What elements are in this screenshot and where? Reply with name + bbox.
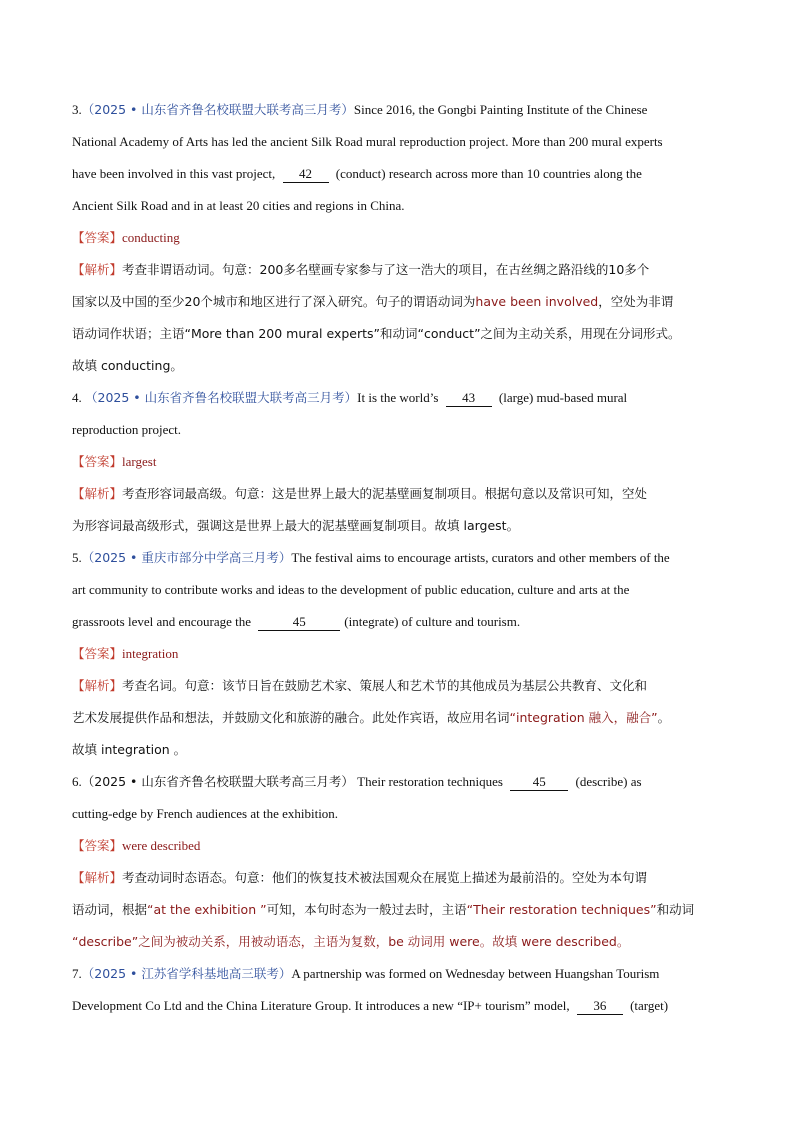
- q7-source: （2025 • 江苏省学科基地高三联考）: [81, 966, 292, 981]
- q3-analysis-2: [72, 286, 727, 318]
- q6-number: 6.: [72, 774, 82, 789]
- analysis-text: 故填 conducting。: [72, 358, 183, 373]
- q5-line-2: [72, 574, 727, 606]
- q6-text-1b: (describe) as: [575, 774, 642, 789]
- q3-answer: [72, 222, 727, 254]
- q7-line-1: [72, 958, 727, 990]
- analysis-text: 故填 integration 。: [72, 742, 187, 757]
- q5-text-1: The festival aims to encourage artists, curators and other members of the: [291, 550, 670, 565]
- q4-blank: 43: [446, 390, 492, 407]
- q4-line-2: [72, 414, 727, 446]
- analysis-highlight: have been involved: [475, 294, 599, 309]
- q5-text-2: art community to contribute works and ideas to the development of public education, culture and arts at the: [72, 582, 630, 597]
- q4-answer: [72, 446, 727, 478]
- q4-analysis-2: [72, 510, 727, 542]
- answer-tag: 【答案】: [72, 838, 123, 853]
- analysis-text: 可知，本句时态为一般过去时，主语: [266, 902, 467, 917]
- q5-analysis-2: [72, 702, 727, 734]
- document-page: [72, 94, 727, 1022]
- analysis-tag: 【解析】: [72, 678, 123, 693]
- q6-line-1: [72, 766, 727, 798]
- analysis-text: ，空处为非谓: [598, 294, 674, 309]
- q6-text-2: cutting-edge by French audiences at the exhibition.: [72, 806, 339, 821]
- q3-number: 3.: [72, 102, 82, 117]
- q5-text-3a: grassroots level and encourage the: [72, 614, 252, 629]
- q3-line-2: [72, 126, 727, 158]
- q6-analysis-2: [72, 894, 727, 926]
- q5-line-3: [72, 606, 727, 638]
- q4-source: （2025 • 山东省齐鲁名校联盟大联考高三月考）: [85, 390, 358, 405]
- q3-blank: 42: [283, 166, 329, 183]
- q3-analysis-1: [72, 254, 727, 286]
- q3-line-4: [72, 190, 727, 222]
- q6-answer: [72, 830, 727, 862]
- q3-text-3a: have been involved in this vast project,: [72, 166, 276, 181]
- q3-line-3: [72, 158, 727, 190]
- q4-text-1a: It is the world’s: [357, 390, 439, 405]
- analysis-text: 考查形容词最高级。句意：这是世界上最大的泥基壁画复制项目。根据句意以及常识可知，空处: [122, 486, 648, 501]
- analysis-text: 考查非谓语动词。句意：200多名壁画专家参与了这一浩大的项目，在古丝绸之路沿线的10多个: [122, 262, 650, 277]
- q6-blank: 45: [510, 774, 568, 791]
- analysis-text: 考查动词时态语态。句意：他们的恢复技术被法国观众在展览上描述为最前沿的。空处为本句谓: [122, 870, 648, 885]
- analysis-text: 语动词，根据: [72, 902, 148, 917]
- q7-text-1: A partnership was formed on Wednesday between Huangshan Tourism: [291, 966, 660, 981]
- analysis-text: 和动词: [656, 902, 695, 917]
- q3-analysis-3: [72, 318, 727, 350]
- analysis-highlight: “integration 融入，融合”: [509, 710, 658, 725]
- q5-blank: 45: [258, 614, 340, 631]
- analysis-tag: 【解析】: [72, 870, 123, 885]
- analysis-text: 语动词作状语；主语“More than 200 mural experts”和动词“conduct”之间为主动关系，用现在分词形式。: [72, 326, 681, 341]
- analysis-text: 国家以及中国的至少20个城市和地区进行了深入研究。句子的谓语动词为: [72, 294, 476, 309]
- answer-value: conducting: [122, 230, 180, 245]
- q7-blank: 36: [577, 998, 623, 1015]
- q5-analysis-3: [72, 734, 727, 766]
- answer-value: were described: [122, 838, 201, 853]
- answer-tag: 【答案】: [72, 454, 123, 469]
- q5-number: 5.: [72, 550, 82, 565]
- answer-tag: 【答案】: [72, 646, 123, 661]
- q6-analysis-1: [72, 862, 727, 894]
- q4-line-1: [72, 382, 727, 414]
- q4-text-2: reproduction project.: [72, 422, 182, 437]
- q3-text-1: Since 2016, the Gongbi Painting Institute of the Chinese: [353, 102, 648, 117]
- q6-analysis-3: [72, 926, 727, 958]
- answer-tag: 【答案】: [72, 230, 123, 245]
- q7-line-2: [72, 990, 727, 1022]
- analysis-text: 考查名词。句意：该节日旨在鼓励艺术家、策展人和艺术节的其他成员为基层公共教育、文化和: [122, 678, 648, 693]
- analysis-text: 为形容词最高级形式，强调这是世界上最大的泥基壁画复制项目。故填 largest。: [72, 518, 520, 533]
- answer-value: integration: [122, 646, 179, 661]
- q3-text-2: National Academy of Arts has led the ancient Silk Road mural reproduction project. More than 200 mural experts: [72, 134, 663, 149]
- q5-line-1: [72, 542, 727, 574]
- analysis-tag: 【解析】: [72, 486, 123, 501]
- analysis-highlight: “Their restoration techniques”: [466, 902, 657, 917]
- q7-text-2a: Development Co Ltd and the China Literature Group. It introduces a new “IP+ tourism” model,: [72, 998, 570, 1013]
- q3-line-1: [72, 94, 727, 126]
- answer-value: largest: [122, 454, 157, 469]
- q4-number: 4.: [72, 390, 82, 405]
- q6-text-1a: Their restoration techniques: [357, 774, 503, 789]
- analysis-tag: 【解析】: [72, 262, 123, 277]
- analysis-text: 艺术发展提供作品和想法，并鼓励文化和旅游的融合。此处作宾语，故应用名词: [72, 710, 510, 725]
- q3-text-4: Ancient Silk Road and in at least 20 cities and regions in China.: [72, 198, 405, 213]
- q3-analysis-4: [72, 350, 727, 382]
- q5-analysis-1: [72, 670, 727, 702]
- q4-analysis-1: [72, 478, 727, 510]
- q7-text-2b: (target): [630, 998, 669, 1013]
- q3-text-3b: (conduct) research across more than 10 countries along the: [335, 166, 642, 181]
- analysis-text: 。: [657, 710, 671, 725]
- analysis-text: “describe”之间为被动关系，用被动语态，主语为复数，be 动词用 were。故填 were described。: [72, 934, 630, 949]
- q5-answer: [72, 638, 727, 670]
- q3-source: （2025 • 山东省齐鲁名校联盟大联考高三月考）: [81, 102, 354, 117]
- q6-source: （2025 • 山东省齐鲁名校联盟大联考高三月考）: [81, 774, 354, 789]
- q4-text-1b: (large) mud-based mural: [498, 390, 628, 405]
- q6-line-2: [72, 798, 727, 830]
- q5-source: （2025 • 重庆市部分中学高三月考）: [81, 550, 292, 565]
- q7-number: 7.: [72, 966, 82, 981]
- analysis-highlight: “at the exhibition ”: [147, 902, 267, 917]
- q5-text-3b: (integrate) of culture and tourism.: [344, 614, 521, 629]
